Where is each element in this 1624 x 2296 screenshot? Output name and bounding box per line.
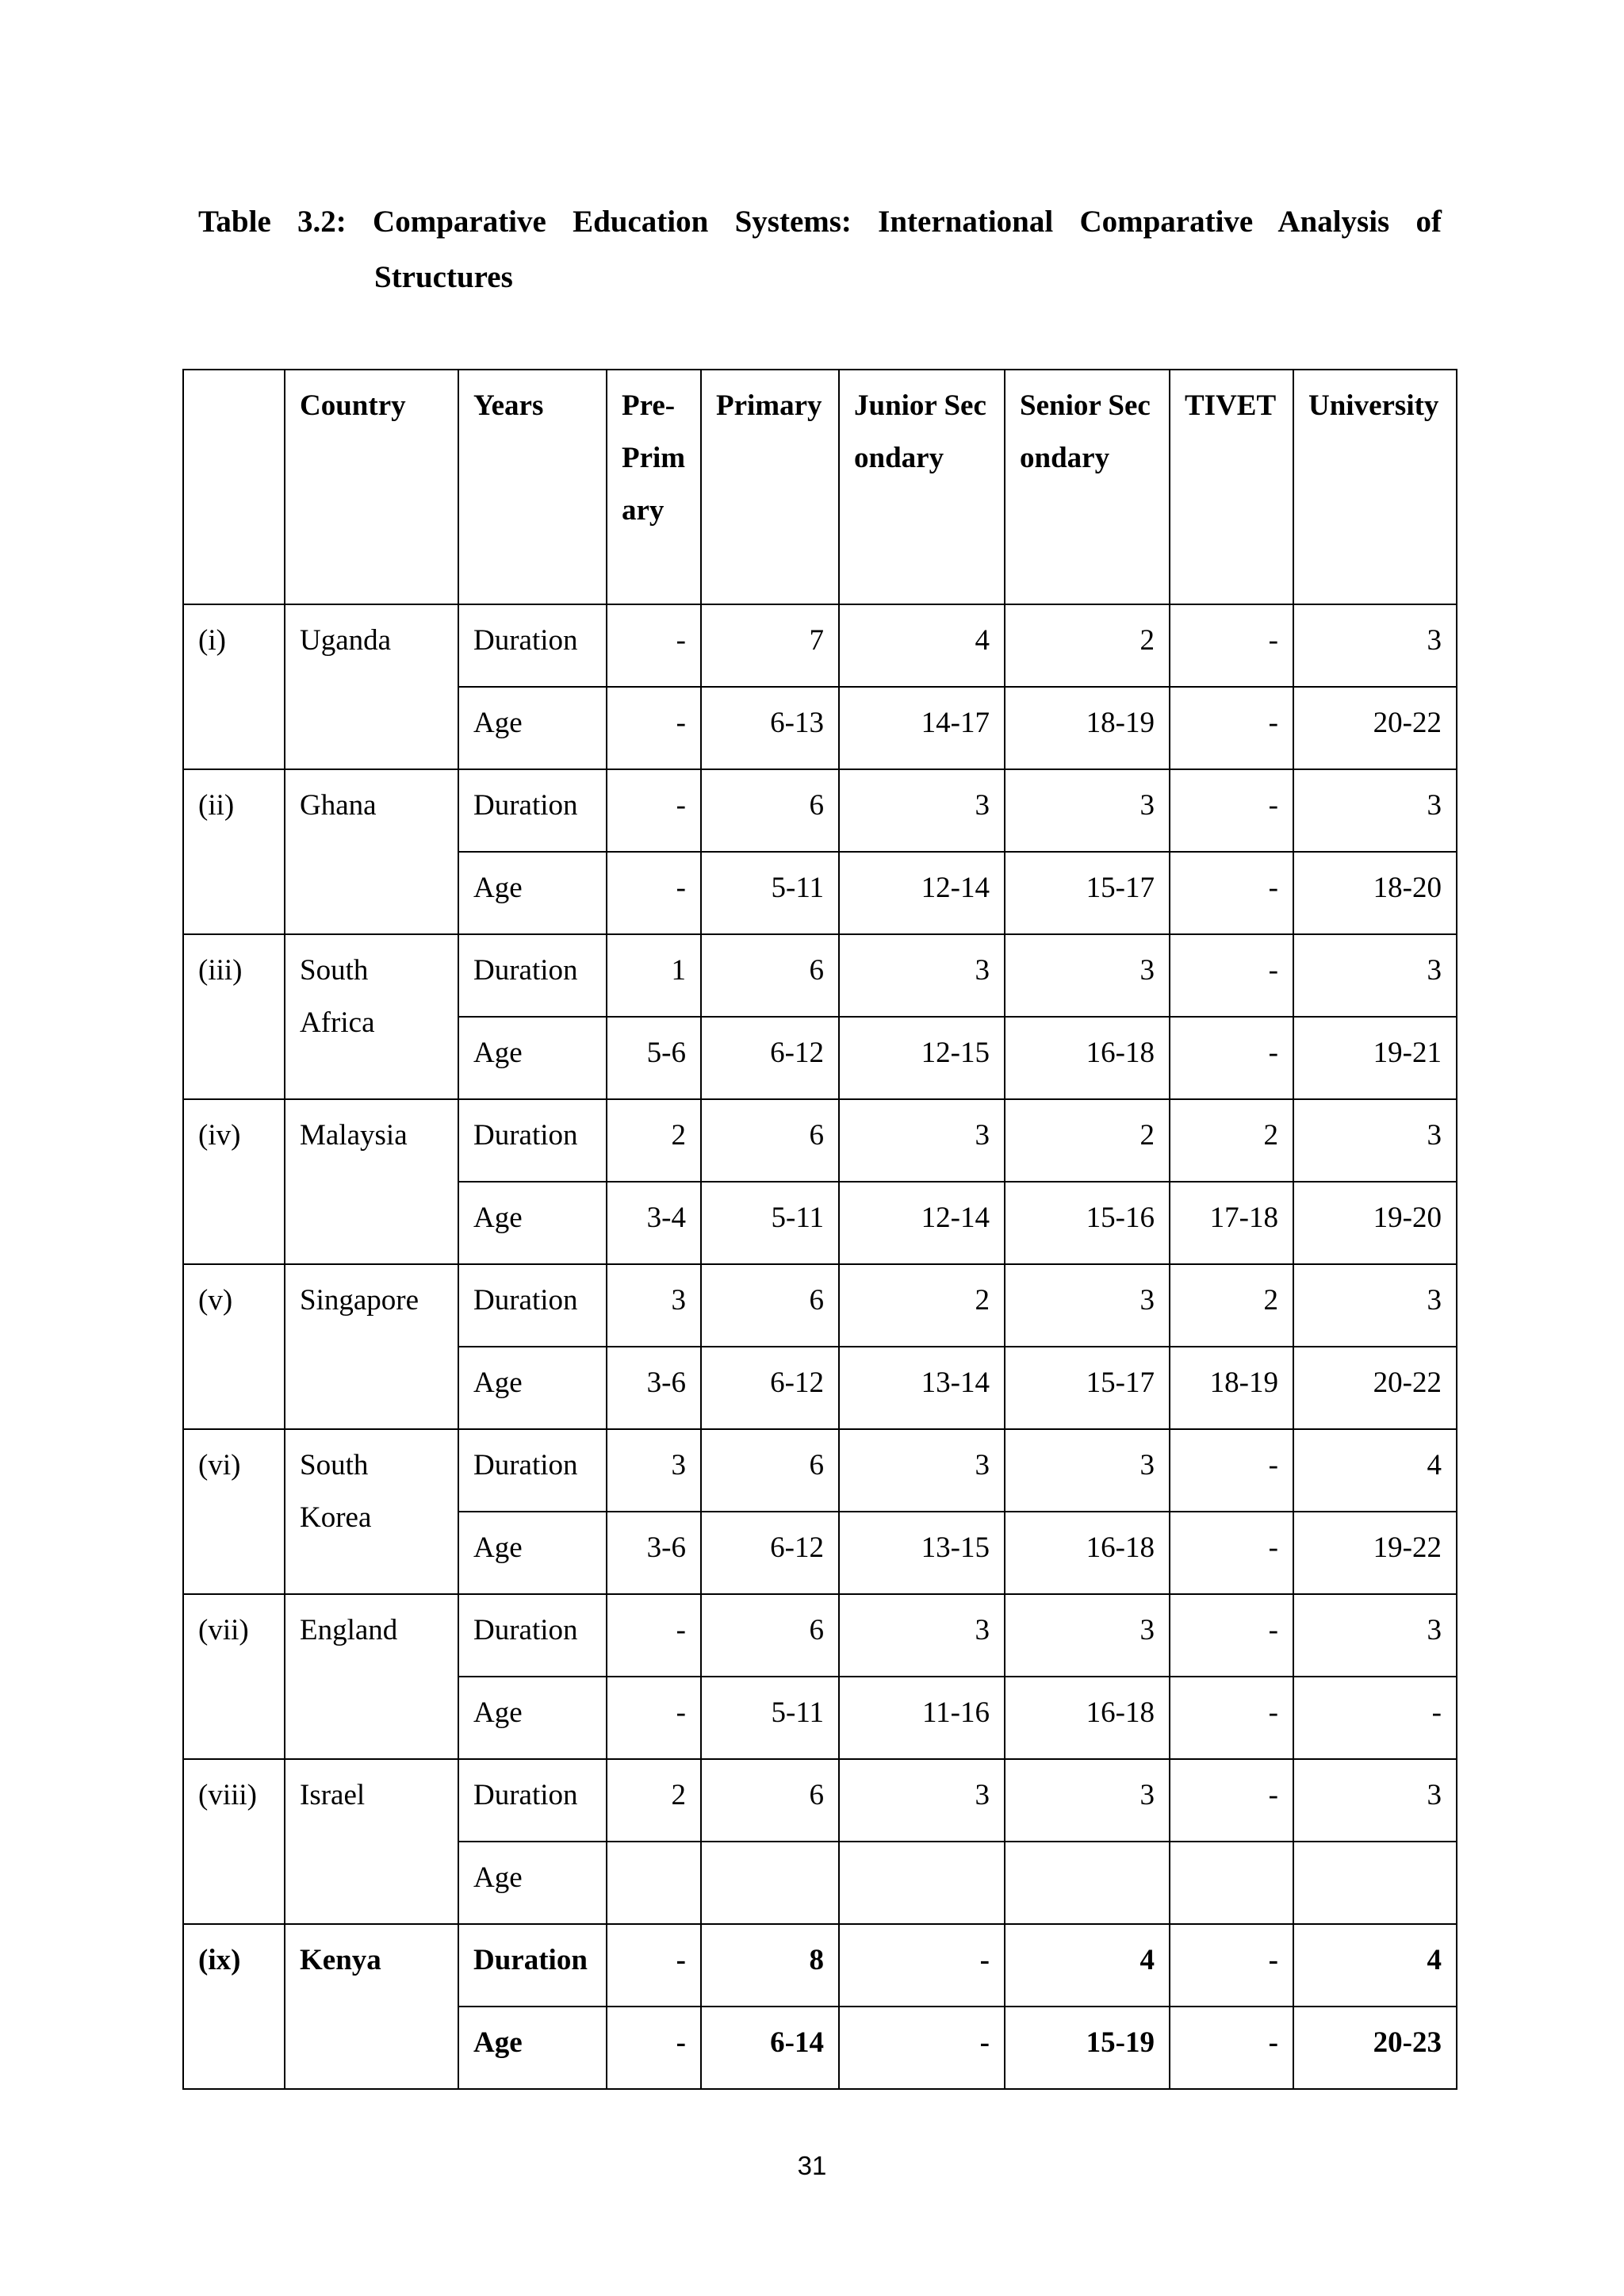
age-value: 6-13 bbox=[701, 687, 839, 769]
duration-value: 3 bbox=[839, 1594, 1005, 1677]
duration-value: 6 bbox=[701, 1759, 839, 1842]
duration-value: 2 bbox=[607, 1759, 701, 1842]
duration-value: 4 bbox=[1293, 1924, 1457, 2007]
duration-value: - bbox=[1170, 1924, 1293, 2007]
caption-line-1: Table 3.2: Comparative Education Systems: International Comparative Analysis of bbox=[198, 205, 1442, 239]
duration-value: 3 bbox=[1005, 1429, 1170, 1512]
age-value: 16-18 bbox=[1005, 1017, 1170, 1099]
row-index: (vi) bbox=[183, 1429, 285, 1594]
age-value: 12-14 bbox=[839, 1182, 1005, 1264]
table-body bbox=[183, 604, 1457, 2089]
duration-value: 1 bbox=[607, 934, 701, 1017]
duration-value: 3 bbox=[1293, 1594, 1457, 1677]
age-value: - bbox=[1170, 852, 1293, 934]
age-value: 19-21 bbox=[1293, 1017, 1457, 1099]
duration-value: 3 bbox=[1005, 1594, 1170, 1677]
age-value bbox=[1170, 1842, 1293, 1924]
country-name: South Korea bbox=[285, 1429, 458, 1594]
duration-value: 6 bbox=[701, 769, 839, 852]
years-label: Duration bbox=[458, 769, 607, 852]
age-value: - bbox=[1170, 1512, 1293, 1594]
years-label: Duration bbox=[458, 1429, 607, 1512]
age-value: 11-16 bbox=[839, 1677, 1005, 1759]
row-index: (i) bbox=[183, 604, 285, 769]
duration-value: 3 bbox=[1293, 934, 1457, 1017]
age-value bbox=[1293, 1842, 1457, 1924]
age-value: - bbox=[607, 687, 701, 769]
age-value: 6-12 bbox=[701, 1512, 839, 1594]
header-cell-pre-primary: Pre-Primary bbox=[607, 370, 701, 604]
duration-value: 3 bbox=[1293, 1264, 1457, 1347]
age-value: - bbox=[607, 1677, 701, 1759]
table-caption bbox=[198, 194, 1442, 305]
duration-value: 3 bbox=[1293, 1099, 1457, 1182]
country-name: South Africa bbox=[285, 934, 458, 1099]
age-value: - bbox=[839, 2007, 1005, 2089]
age-value: - bbox=[1170, 687, 1293, 769]
age-value: 14-17 bbox=[839, 687, 1005, 769]
age-value: 20-23 bbox=[1293, 2007, 1457, 2089]
duration-value: 2 bbox=[1170, 1264, 1293, 1347]
duration-value: 6 bbox=[701, 934, 839, 1017]
age-value: 13-14 bbox=[839, 1347, 1005, 1429]
age-value: 6-14 bbox=[701, 2007, 839, 2089]
duration-value: 2 bbox=[1170, 1099, 1293, 1182]
table-row bbox=[183, 1264, 1457, 1347]
country-name: England bbox=[285, 1594, 458, 1759]
duration-value: 2 bbox=[1005, 604, 1170, 687]
age-value: 16-18 bbox=[1005, 1512, 1170, 1594]
header-cell-years: Years bbox=[458, 370, 607, 604]
age-value: - bbox=[1170, 2007, 1293, 2089]
row-index: (iii) bbox=[183, 934, 285, 1099]
header-cell-junior-secondary: Junior Secondary bbox=[839, 370, 1005, 604]
header-cell-university: University bbox=[1293, 370, 1457, 604]
age-value: - bbox=[1170, 1017, 1293, 1099]
row-index: (v) bbox=[183, 1264, 285, 1429]
years-label: Age bbox=[458, 2007, 607, 2089]
age-value: 3-6 bbox=[607, 1512, 701, 1594]
age-value: 13-15 bbox=[839, 1512, 1005, 1594]
row-index: (iv) bbox=[183, 1099, 285, 1264]
duration-value: 3 bbox=[1293, 604, 1457, 687]
duration-value: - bbox=[1170, 934, 1293, 1017]
age-value: 3-4 bbox=[607, 1182, 701, 1264]
duration-value: 3 bbox=[1293, 769, 1457, 852]
duration-value: 3 bbox=[607, 1264, 701, 1347]
years-label: Age bbox=[458, 1512, 607, 1594]
age-value: 20-22 bbox=[1293, 687, 1457, 769]
age-value: 15-19 bbox=[1005, 2007, 1170, 2089]
duration-value: - bbox=[1170, 1594, 1293, 1677]
country-name: Uganda bbox=[285, 604, 458, 769]
duration-value: - bbox=[1170, 1429, 1293, 1512]
duration-value: 4 bbox=[839, 604, 1005, 687]
years-label: Age bbox=[458, 687, 607, 769]
years-label: Duration bbox=[458, 1594, 607, 1677]
age-value: 18-20 bbox=[1293, 852, 1457, 934]
duration-value: 6 bbox=[701, 1099, 839, 1182]
page-number: 31 bbox=[797, 2151, 827, 2180]
age-value bbox=[1005, 1842, 1170, 1924]
age-value: 18-19 bbox=[1170, 1347, 1293, 1429]
duration-value: - bbox=[1170, 769, 1293, 852]
country-name: Israel bbox=[285, 1759, 458, 1924]
duration-value: - bbox=[1170, 604, 1293, 687]
header-cell-index bbox=[183, 370, 285, 604]
years-label: Duration bbox=[458, 1759, 607, 1842]
duration-value: 3 bbox=[1293, 1759, 1457, 1842]
years-label: Age bbox=[458, 1347, 607, 1429]
row-index: (vii) bbox=[183, 1594, 285, 1759]
header-cell-country: Country bbox=[285, 370, 458, 604]
age-value: 5-11 bbox=[701, 1677, 839, 1759]
years-label: Duration bbox=[458, 934, 607, 1017]
duration-value: 6 bbox=[701, 1429, 839, 1512]
duration-value: 3 bbox=[1005, 934, 1170, 1017]
age-value bbox=[839, 1842, 1005, 1924]
age-value: 19-20 bbox=[1293, 1182, 1457, 1264]
table-row bbox=[183, 1924, 1457, 2007]
age-value: 5-11 bbox=[701, 852, 839, 934]
age-value: 16-18 bbox=[1005, 1677, 1170, 1759]
years-label: Duration bbox=[458, 1924, 607, 2007]
duration-value: 3 bbox=[839, 1429, 1005, 1512]
age-value bbox=[607, 1842, 701, 1924]
age-value: 5-11 bbox=[701, 1182, 839, 1264]
header-row bbox=[183, 370, 1457, 604]
years-label: Age bbox=[458, 1677, 607, 1759]
age-value: 15-16 bbox=[1005, 1182, 1170, 1264]
table-row bbox=[183, 1099, 1457, 1182]
age-value: 18-19 bbox=[1005, 687, 1170, 769]
duration-value: 3 bbox=[1005, 1759, 1170, 1842]
age-value: - bbox=[1170, 1677, 1293, 1759]
age-value: 3-6 bbox=[607, 1347, 701, 1429]
duration-value: 4 bbox=[1005, 1924, 1170, 2007]
age-value bbox=[701, 1842, 839, 1924]
age-value: 5-6 bbox=[607, 1017, 701, 1099]
age-value: 15-17 bbox=[1005, 1347, 1170, 1429]
duration-value: 3 bbox=[607, 1429, 701, 1512]
years-label: Age bbox=[458, 1182, 607, 1264]
duration-value: - bbox=[607, 769, 701, 852]
duration-value: - bbox=[607, 1594, 701, 1677]
duration-value: 3 bbox=[839, 934, 1005, 1017]
age-value: 15-17 bbox=[1005, 852, 1170, 934]
table-row bbox=[183, 769, 1457, 852]
header-cell-tivet: TIVET bbox=[1170, 370, 1293, 604]
years-label: Duration bbox=[458, 604, 607, 687]
table-row bbox=[183, 1429, 1457, 1512]
duration-value: - bbox=[607, 1924, 701, 2007]
age-value: 12-15 bbox=[839, 1017, 1005, 1099]
age-value: 6-12 bbox=[701, 1347, 839, 1429]
duration-value: - bbox=[1170, 1759, 1293, 1842]
duration-value: 3 bbox=[839, 1099, 1005, 1182]
duration-value: 7 bbox=[701, 604, 839, 687]
duration-value: 2 bbox=[607, 1099, 701, 1182]
duration-value: 2 bbox=[1005, 1099, 1170, 1182]
table-row bbox=[183, 1594, 1457, 1677]
duration-value: 4 bbox=[1293, 1429, 1457, 1512]
table-row bbox=[183, 934, 1457, 1017]
duration-value: 3 bbox=[839, 769, 1005, 852]
table-row bbox=[183, 1759, 1457, 1842]
age-value: 20-22 bbox=[1293, 1347, 1457, 1429]
duration-value: - bbox=[607, 604, 701, 687]
table-row bbox=[183, 604, 1457, 687]
duration-value: 3 bbox=[1005, 1264, 1170, 1347]
row-index: (viii) bbox=[183, 1759, 285, 1924]
duration-value: - bbox=[839, 1924, 1005, 2007]
years-label: Duration bbox=[458, 1099, 607, 1182]
age-value: - bbox=[607, 2007, 701, 2089]
row-index: (ii) bbox=[183, 769, 285, 934]
country-name: Ghana bbox=[285, 769, 458, 934]
duration-value: 6 bbox=[701, 1264, 839, 1347]
duration-value: 6 bbox=[701, 1594, 839, 1677]
duration-value: 2 bbox=[839, 1264, 1005, 1347]
row-index: (ix) bbox=[183, 1924, 285, 2089]
age-value: 17-18 bbox=[1170, 1182, 1293, 1264]
age-value: 12-14 bbox=[839, 852, 1005, 934]
country-name: Malaysia bbox=[285, 1099, 458, 1264]
header-cell-primary: Primary bbox=[701, 370, 839, 604]
duration-value: 3 bbox=[1005, 769, 1170, 852]
country-name: Singapore bbox=[285, 1264, 458, 1429]
age-value: - bbox=[1293, 1677, 1457, 1759]
caption-line-2: Structures bbox=[374, 260, 513, 294]
age-value: - bbox=[607, 852, 701, 934]
years-label: Age bbox=[458, 1017, 607, 1099]
education-systems-table bbox=[182, 369, 1457, 2090]
country-name: Kenya bbox=[285, 1924, 458, 2089]
years-label: Age bbox=[458, 852, 607, 934]
age-value: 6-12 bbox=[701, 1017, 839, 1099]
age-value: 19-22 bbox=[1293, 1512, 1457, 1594]
duration-value: 3 bbox=[839, 1759, 1005, 1842]
years-label: Age bbox=[458, 1842, 607, 1924]
duration-value: 8 bbox=[701, 1924, 839, 2007]
years-label: Duration bbox=[458, 1264, 607, 1347]
header-cell-senior-secondary: Senior Secondary bbox=[1005, 370, 1170, 604]
